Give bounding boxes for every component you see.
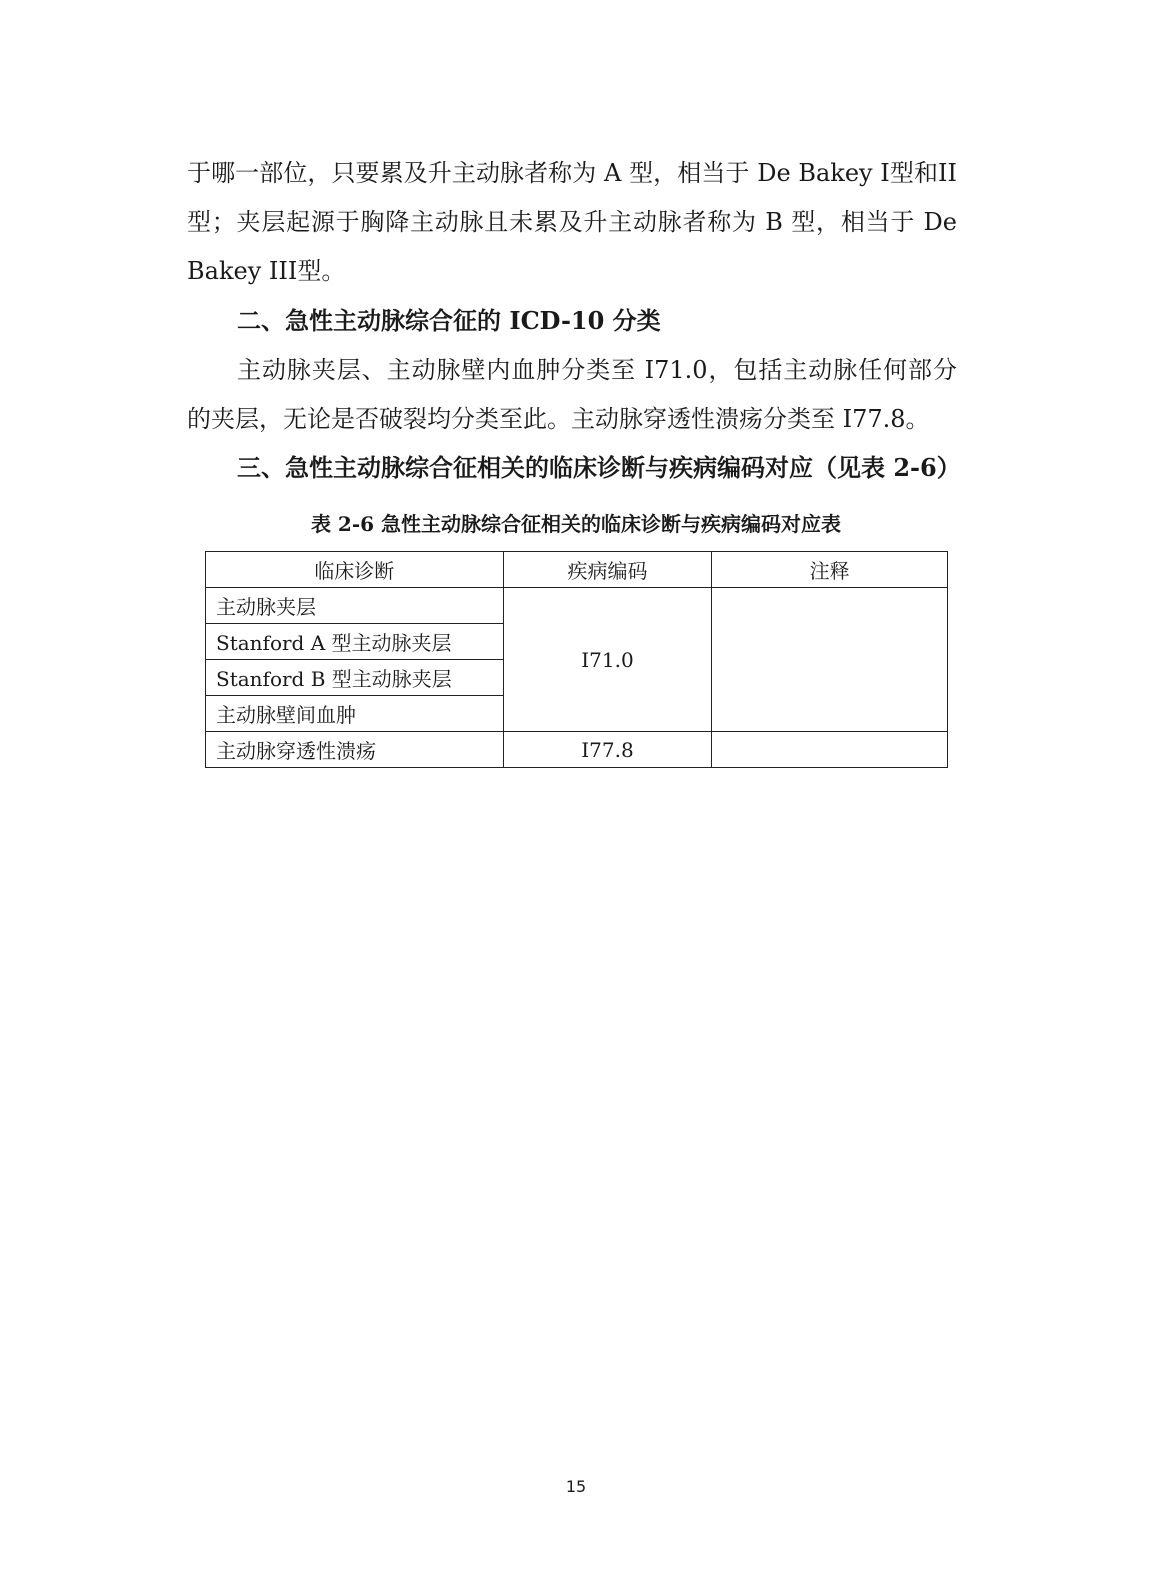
diagnosis-cell: 主动脉壁间血肿	[206, 696, 504, 732]
diagnosis-cell: Stanford A 型主动脉夹层	[206, 624, 504, 660]
body-line-5: 的夹层，无论是否破裂均分类至此。主动脉穿透性溃疡分类至 I77.8。	[187, 405, 930, 433]
diagnosis-code-table	[205, 551, 948, 768]
notes-cell	[712, 732, 948, 768]
table-caption: 表 2-6 急性主动脉综合征相关的临床诊断与疾病编码对应表	[310, 512, 842, 536]
body-line-2: 型；夹层起源于胸降主动脉且未累及升主动脉者称为 B 型，相当于 De	[187, 208, 957, 236]
section-heading-mapping: 三、急性主动脉综合征相关的临床诊断与疾病编码对应（见表 2-6）	[237, 453, 961, 482]
column-header-code: 疾病编码	[503, 552, 712, 588]
body-line-3: Bakey III型。	[187, 257, 346, 285]
table-row	[206, 732, 948, 768]
table-row	[206, 588, 948, 624]
diagnosis-cell: Stanford B 型主动脉夹层	[206, 660, 504, 696]
section-heading-icd10: 二、急性主动脉综合征的 ICD-10 分类	[237, 306, 661, 335]
column-header-notes: 注释	[712, 552, 948, 588]
notes-cell	[712, 588, 948, 732]
code-cell-i77: I77.8	[503, 732, 712, 768]
code-cell-i71: I71.0	[503, 588, 712, 732]
body-line-4: 主动脉夹层、主动脉壁内血肿分类至 I71.0，包括主动脉任何部分	[237, 356, 957, 384]
diagnosis-cell: 主动脉穿透性溃疡	[206, 732, 504, 768]
table-header-row	[206, 552, 948, 588]
column-header-diagnosis: 临床诊断	[206, 552, 504, 588]
page-number: 15	[565, 1477, 587, 1496]
diagnosis-cell: 主动脉夹层	[206, 588, 504, 624]
body-line-1: 于哪一部位，只要累及升主动脉者称为 A 型，相当于 De Bakey I型和II	[187, 159, 957, 187]
